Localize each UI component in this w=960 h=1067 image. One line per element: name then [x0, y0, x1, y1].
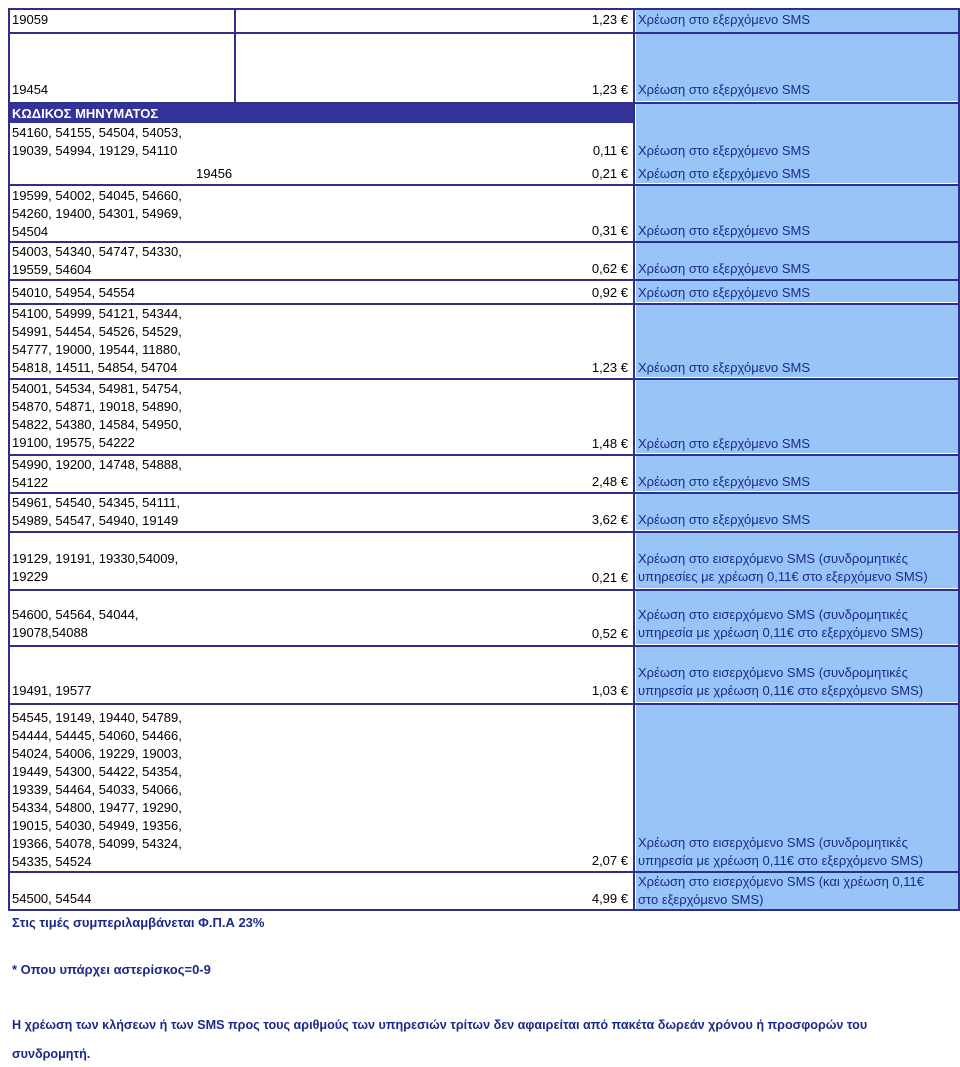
desc-cell: Χρέωση στο εξερχόμενο SMS [638, 82, 811, 97]
price-cell: 2,07 € [591, 853, 628, 868]
price-cell: 3,62 € [591, 512, 628, 527]
row-divider [8, 589, 960, 591]
desc-cell: Χρέωση στο εισερχόμενο SMS (συνδρομητικές υπηρεσία με χρέωση 0,11€ στο εξερχόμενο SMS) [638, 835, 924, 868]
code-cell: 54961, 54540, 54345, 54111, 54989, 54547, 54940, 19149 [12, 495, 180, 528]
desc-cell: Χρέωση στο εξερχόμενο SMS [638, 474, 811, 489]
border-top [8, 8, 960, 10]
desc-cell: Χρέωση στο εξερχόμενο SMS [638, 360, 811, 375]
price-cell: 0,92 € [591, 285, 628, 300]
free-time-note-line1: Η χρέωση των κλήσεων ή των SMS προς τους αριθμούς των υπηρεσιών τρίτων δεν αφαιρείται από πακέτα δωρεάν χρόνου ή προσφορών του [12, 1018, 868, 1032]
desc-cell: Χρέωση στο εξερχόμενο SMS [638, 143, 811, 158]
desc-cell: Χρέωση στο εξερχόμενο SMS [638, 512, 811, 527]
price-cell: 1,48 € [591, 436, 628, 451]
code-cell: 54100, 54999, 54121, 54344, 54991, 54454, 54526, 54529, 54777, 19000, 19544, 11880, 54818, 14511, 54854, 54704 [12, 306, 182, 375]
price-cell: 0,21 € [591, 166, 628, 181]
price-cell: 1,03 € [591, 683, 628, 698]
desc-cell: Χρέωση στο εξερχόμενο SMS [638, 285, 811, 300]
column-divider [633, 8, 635, 911]
code-cell: 54010, 54954, 54554 [12, 285, 135, 300]
code-cell: 19491, 19577 [12, 683, 92, 698]
code-cell: 19454 [12, 82, 49, 97]
desc-cell: Χρέωση στο εισερχόμενο SMS (συνδρομητικές υπηρεσία με χρέωση 0,11€ στο εξερχόμενο SMS) [638, 607, 924, 640]
row-divider [8, 279, 960, 281]
code-cell: 19599, 54002, 54045, 54660, 54260, 19400, 54301, 54969, 54504 [12, 188, 182, 239]
desc-cell: Χρέωση στο εισερχόμενο SMS (συνδρομητικές υπηρεσίες με χρέωση 0,11€ στο εξερχόμενο SMS) [638, 551, 928, 584]
desc-cell: Χρέωση στο εισερχόμενο SMS (και χρέωση 0,11€ στο εξερχόμενο SMS) [638, 874, 924, 907]
price-cell: 0,21 € [591, 570, 628, 585]
price-cell: 1,23 € [591, 82, 628, 97]
code-cell: 54500, 54544 [12, 891, 92, 906]
code-cell: 54600, 54564, 54044, 19078,54088 [12, 607, 139, 640]
desc-cell: Χρέωση στο εξερχόμενο SMS [638, 261, 811, 276]
message-code-header [9, 104, 633, 123]
price-cell: 0,62 € [591, 261, 628, 276]
row-divider [8, 645, 960, 647]
price-cell: 1,23 € [591, 360, 628, 375]
desc-cell: Χρέωση στο εξερχόμενο SMS [638, 436, 811, 451]
code-cell: 54003, 54340, 54747, 54330, 19559, 54604 [12, 244, 182, 277]
code-cell: 54545, 19149, 19440, 54789, 54444, 54445, 54060, 54466, 54024, 54006, 19229, 19003, 19449, 54300, 54422, 54354, 19339, 54464, 54033, 54066, 54334, 54800, 19477, 19290, 19015, 54030, 54949, 19356, 19366, 54078, 54099, 54324, 54335, 54524 [12, 710, 182, 869]
desc-cell: Χρέωση στο εξερχόμενο SMS [638, 166, 811, 181]
row-divider [8, 184, 960, 186]
desc-cell: Χρέωση στο εξερχόμενο SMS [638, 12, 811, 27]
code-cell: 54160, 54155, 54504, 54053, 19039, 54994, 19129, 54110 [12, 125, 182, 158]
row-divider [8, 703, 960, 705]
code-cell: 54990, 19200, 14748, 54888, 54122 [12, 457, 182, 490]
price-cell: 4,99 € [591, 891, 628, 906]
header-label: ΚΩΔΙΚΟΣ ΜΗΝΥΜΑΤΟΣ [12, 106, 159, 121]
row-divider [8, 102, 960, 104]
price-cell: 2,48 € [591, 474, 628, 489]
asterisk-note: * Οπου υπάρχει αστερίσκος=0-9 [12, 962, 211, 977]
price-cell: 1,23 € [591, 12, 628, 27]
desc-cell: Χρέωση στο εισερχόμενο SMS (συνδρομητικές υπηρεσία με χρέωση 0,11€ στο εξερχόμενο SMS) [638, 665, 924, 698]
code-cell: 19129, 19191, 19330,54009, 19229 [12, 551, 179, 584]
code-cell: 19456 [196, 166, 233, 181]
row-divider [8, 531, 960, 533]
code-cell: 54001, 54534, 54981, 54754, 54870, 54871, 19018, 54890, 54822, 54380, 14584, 54950, 19100, 19575, 54222 [12, 381, 182, 450]
code-cell: 19059 [12, 12, 49, 27]
border-left [8, 8, 10, 911]
free-time-note-line2: συνδρομητή. [12, 1047, 91, 1061]
price-cell: 0,52 € [591, 626, 628, 641]
price-cell: 0,11 € [592, 143, 628, 158]
border-bottom [8, 909, 960, 911]
price-cell: 0,31 € [591, 223, 628, 238]
desc-cell: Χρέωση στο εξερχόμενο SMS [638, 223, 811, 238]
row-divider [8, 32, 960, 34]
vat-note: Στις τιμές συμπεριλαμβάνεται Φ.Π.Α 23% [12, 915, 265, 930]
